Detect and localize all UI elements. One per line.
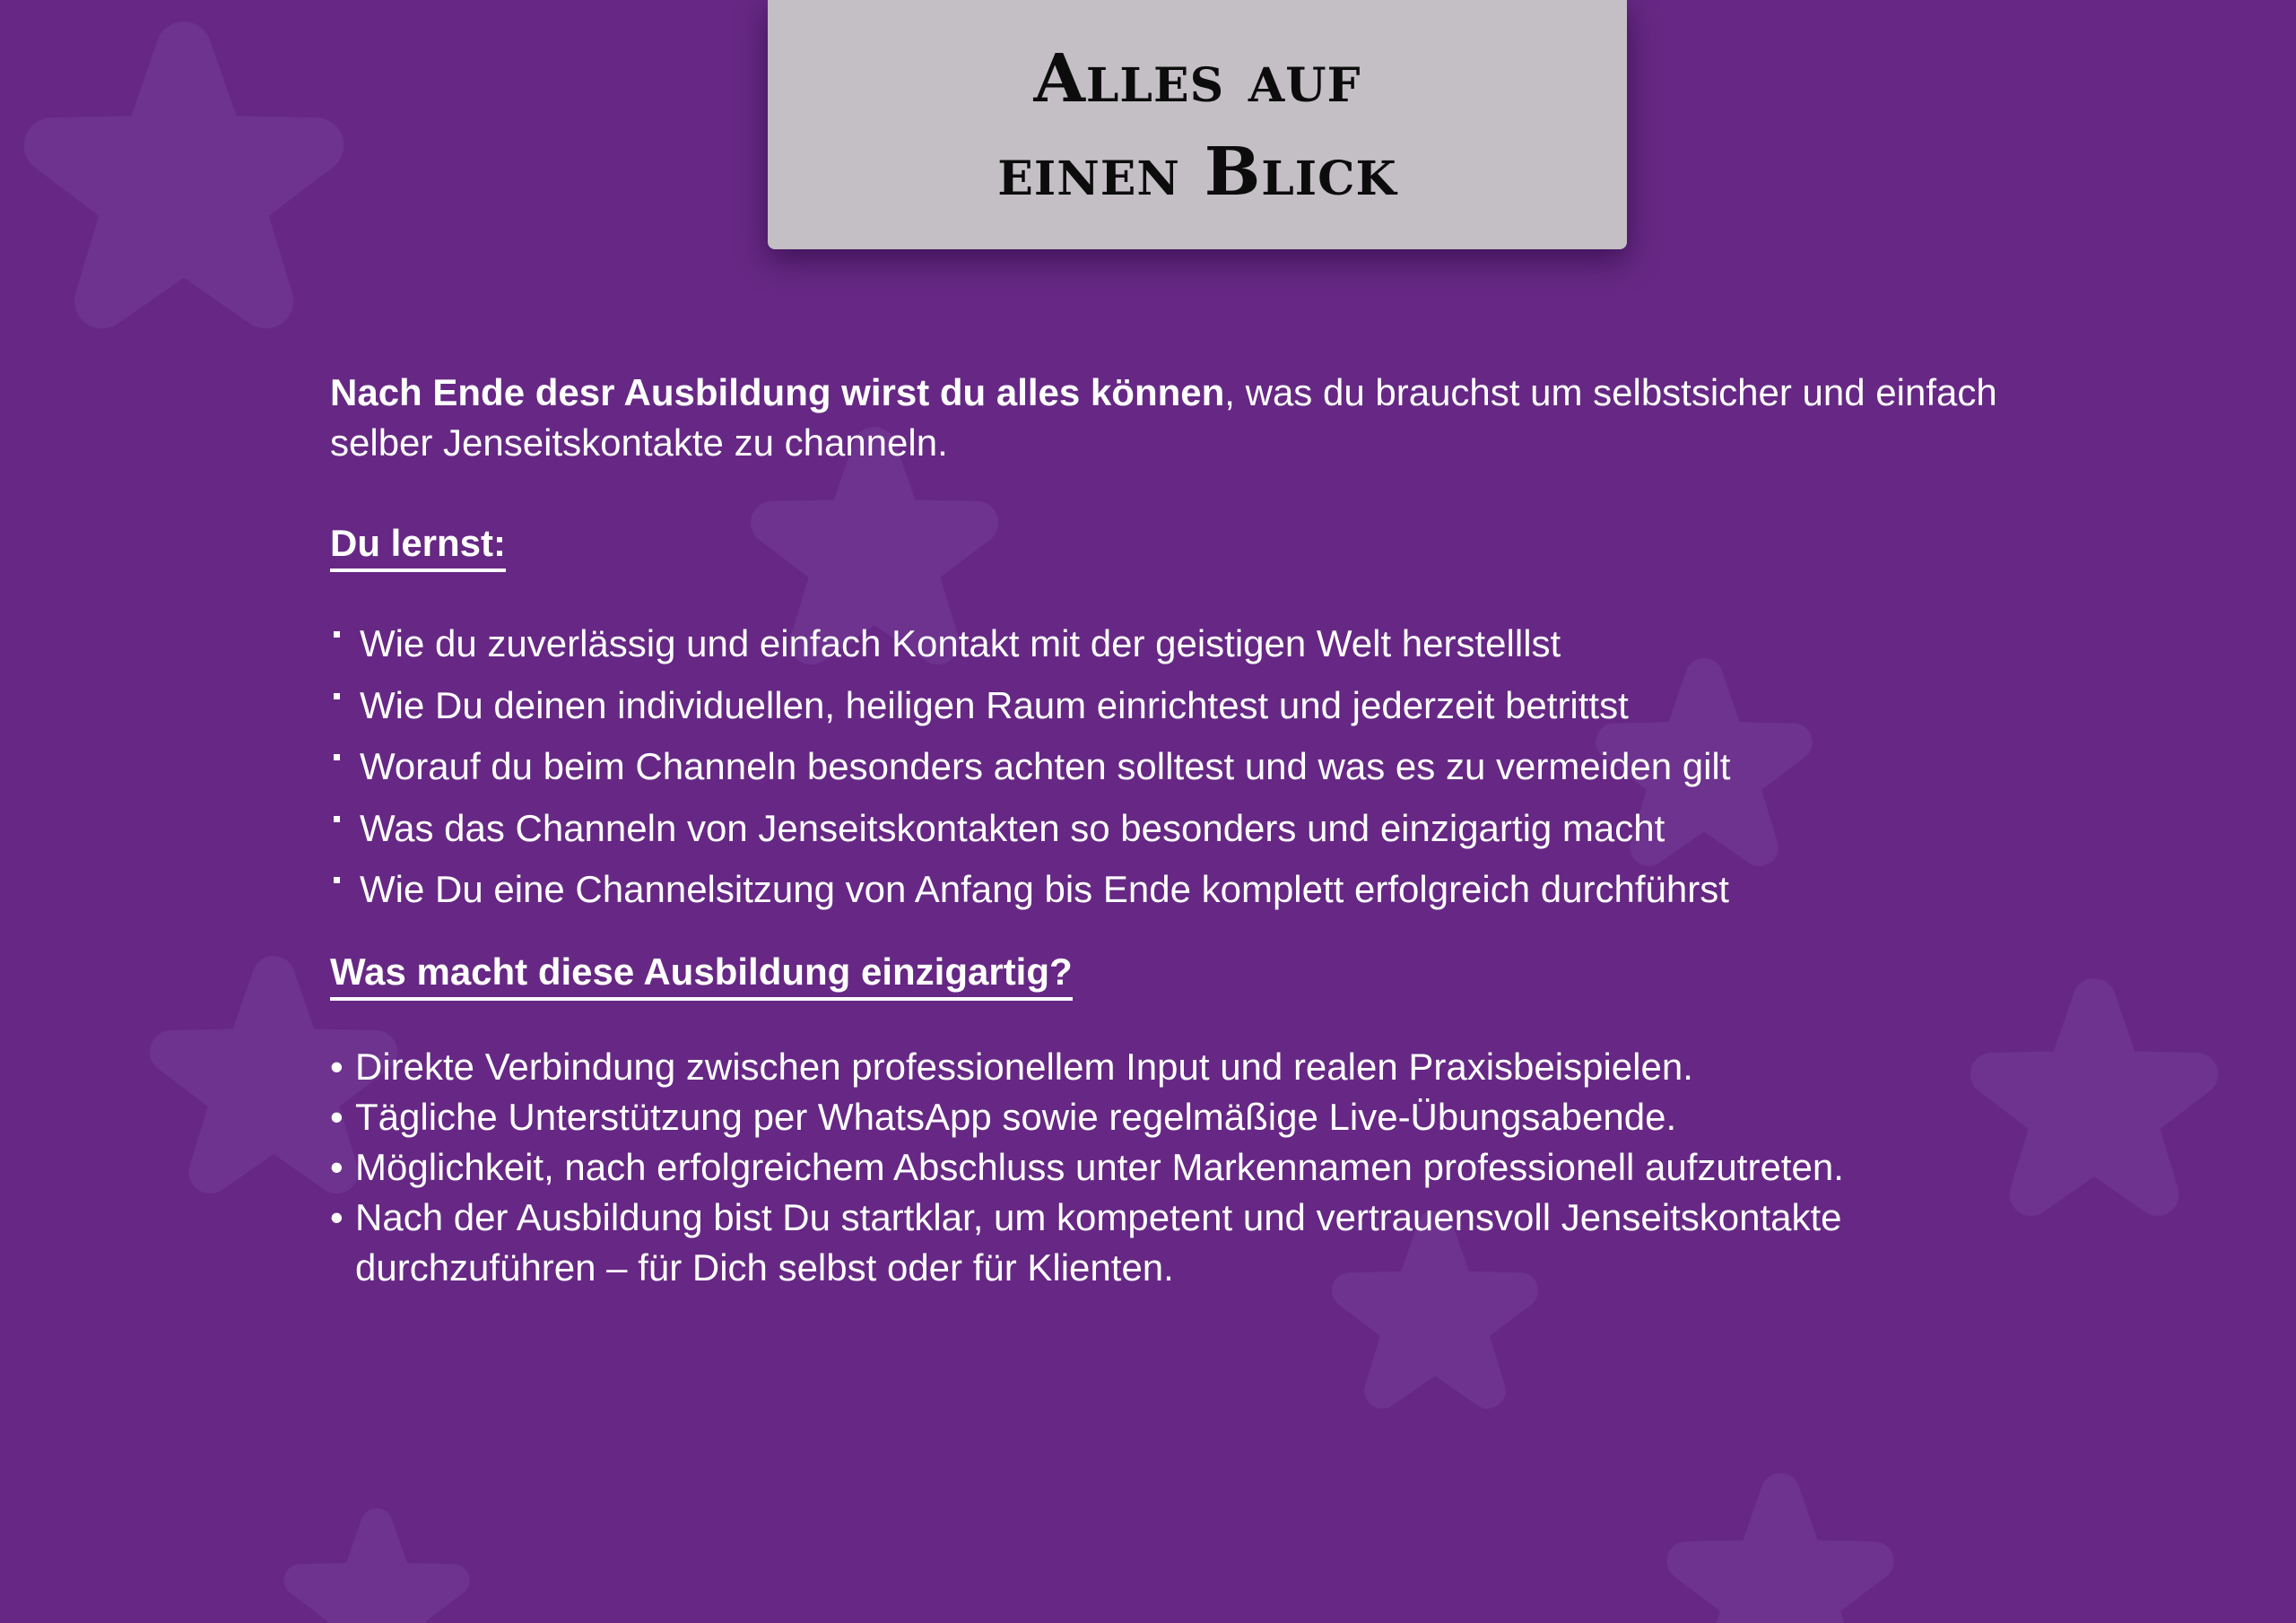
learn-item-text: Wie du zuverlässig und einfach Kontakt mit der geistigen Welt herstelllst [360, 622, 1561, 664]
title-card [768, 0, 1627, 249]
bullet-icon: • [330, 1146, 344, 1188]
learn-item [330, 619, 2034, 669]
unique-item [330, 1092, 2034, 1142]
square-bullet-icon [334, 816, 340, 822]
bullet-icon: • [330, 1046, 344, 1088]
learn-heading: Du lernst: [330, 518, 506, 572]
square-bullet-icon [334, 754, 340, 760]
intro-rest: , was du brauchst um selbstsicher und einfach selber Jenseitskontakte zu channeln. [330, 371, 1997, 464]
title-line-2: einen Blick [997, 134, 1397, 211]
unique-item [330, 1042, 2034, 1092]
unique-list [330, 1042, 2034, 1293]
learn-item [330, 803, 2034, 854]
learn-item-text: Wie Du deinen individuellen, heiligen Raum einrichtest und jederzeit betrittst [360, 683, 1629, 726]
learn-item [330, 681, 2034, 731]
learn-list [330, 619, 2034, 915]
unique-item-text: Tägliche Unterstützung per WhatsApp sowie regelmäßige Live-Übungsabende. [355, 1096, 1677, 1138]
unique-item-text: Möglichkeit, nach erfolgreichem Abschluss unter Markennamen professionell aufzutreten. [355, 1146, 1844, 1188]
bullet-icon: • [330, 1096, 344, 1138]
star-icon [52, 49, 317, 300]
learn-item [330, 742, 2034, 792]
main-content [330, 368, 2034, 1293]
intro-paragraph [330, 368, 2034, 468]
page-title [768, 32, 1627, 219]
unique-item-text: Nach der Ausbildung bist Du startklar, um kompetent und vertrauensvoll Jenseitskontakte durchzuführen – für Dich selbst oder für Klienten. [355, 1196, 1842, 1289]
square-bullet-icon [334, 693, 340, 699]
unique-item [330, 1193, 2034, 1293]
star-icon [300, 1524, 453, 1623]
unique-item [330, 1142, 2034, 1193]
square-bullet-icon [334, 877, 340, 883]
learn-item-text: Wie Du eine Channelsitzung von Anfang bis Ende komplett erfolgreich durchführst [360, 868, 1729, 910]
learn-item-text: Was das Channeln von Jenseitskontakten so besonders und einzigartig macht [360, 806, 1665, 849]
title-line-1: Alles auf [1033, 40, 1361, 117]
square-bullet-icon [334, 631, 340, 638]
star-icon [1686, 1493, 1874, 1623]
learn-item [330, 864, 2034, 915]
learn-item-text: Worauf du beim Channeln besonders achten solltest und was es zu vermeiden gilt [360, 745, 1731, 787]
intro-bold: Nach Ende desr Ausbildung wirst du alles können [330, 371, 1225, 413]
unique-item-text: Direkte Verbindung zwischen professionellem Input und realen Praxisbeispielen. [355, 1046, 1693, 1088]
unique-heading: Was macht diese Ausbildung einzigartig? [330, 947, 1073, 1001]
bullet-icon: • [330, 1196, 344, 1238]
